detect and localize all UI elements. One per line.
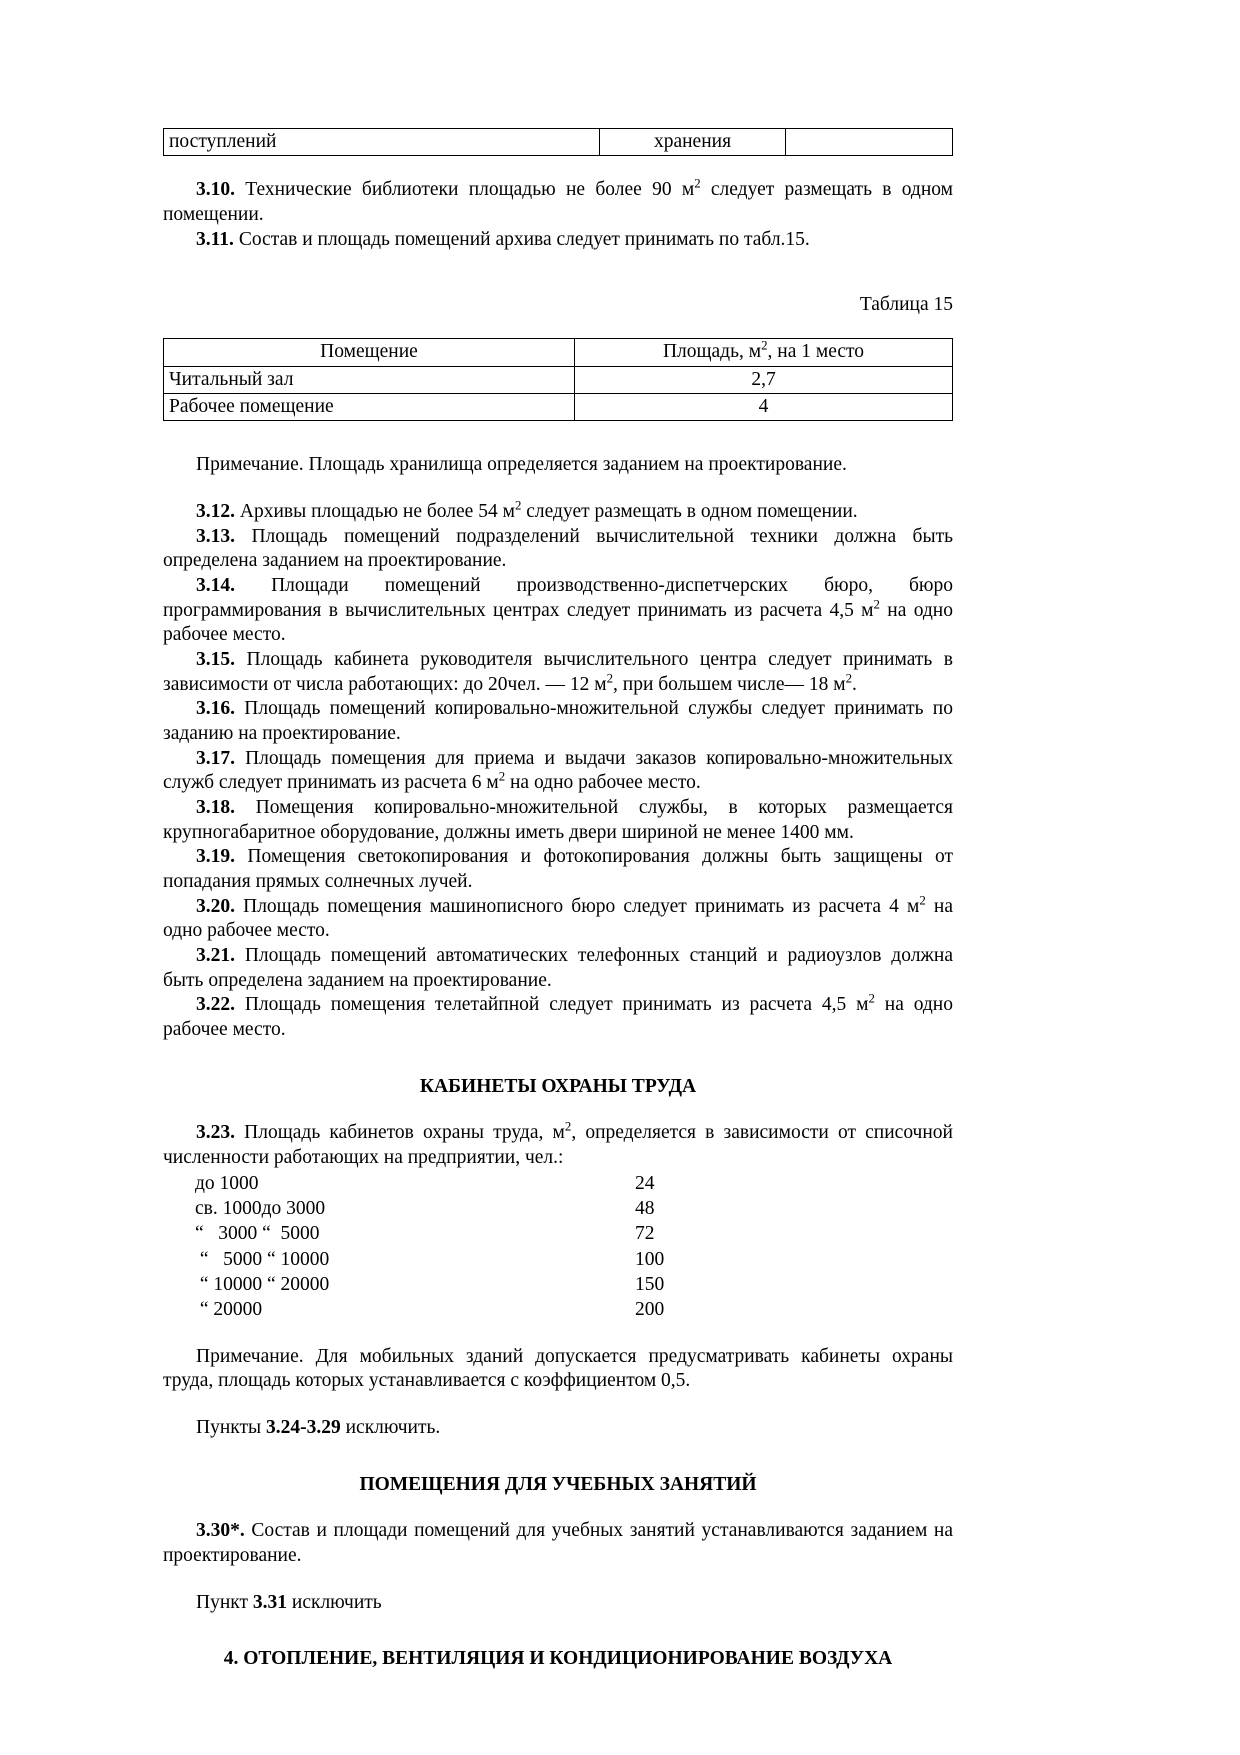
paragraph-text: Состав и площадь помещений архива следует принимать по табл.15.: [233, 228, 810, 250]
excluded-suffix: исключить: [287, 1591, 382, 1613]
paragraph-text: Технические библиотеки площадью не более 90 $м^2$ следует размещать в одном помещении.: [163, 176, 953, 226]
paragraph-number: 3.30*.: [196, 1520, 245, 1542]
paragraph-3-10: [163, 178, 953, 227]
spacer: [163, 156, 953, 178]
heading-section-4: 4. ОТОПЛЕНИЕ, ВЕНТИЛЯЦИЯ И КОНДИЦИОНИРОВАНИЕ ВОЗДУХА: [223, 1648, 893, 1670]
spacer: [163, 1043, 953, 1075]
table-row: [164, 366, 953, 393]
area-list-label-3: “ 5000 “ 10000: [195, 1248, 330, 1270]
note-labor-safety: Примечание. Для мобильных зданий допускается предусматривать кабинеты охраны труда, площадь которых устанавливается с коэффициентом 0,5.: [163, 1345, 953, 1392]
paragraph-3-19: [163, 845, 953, 894]
spacer: [163, 1497, 953, 1519]
area-list-label-0: до 1000: [195, 1172, 259, 1194]
area-list-value-3: 100: [635, 1248, 665, 1270]
paragraph-3-13: [163, 525, 953, 574]
paragraph-text: Площадь помещения телетайпной следует принимать из расчета 4,5 $м^2$ на одно рабочее место.: [163, 991, 953, 1040]
paragraph-3-12: [163, 500, 953, 525]
paragraph-text: Площадь помещений автоматических телефонных станций и радиоузлов должна быть определена заданием на проектирование.: [163, 944, 953, 991]
heading-study-rooms: ПОМЕЩЕНИЯ ДЛЯ УЧЕБНЫХ ЗАНЯТИЙ: [359, 1473, 757, 1495]
excluded-items-3-24-3-29: [163, 1416, 953, 1441]
paragraph-3-17: [163, 747, 953, 796]
table-fragment-continuation: [163, 128, 953, 156]
list-item: [195, 1297, 664, 1322]
area-list-label-5: “ 20000: [195, 1299, 263, 1321]
paragraph-number: 3.15.: [196, 649, 235, 671]
paragraph-text: Площади помещений производственно-диспетчерских бюро, бюро программирования в вычислительных центрах следует принимать из расчета 4,5 $м^2$ на одно рабочее место.: [163, 575, 953, 646]
paragraph-3-16: [163, 697, 953, 746]
paragraph-number: 3.20.: [196, 895, 235, 917]
excluded-suffix: исключить.: [340, 1416, 441, 1438]
area-list-label-4: “ 10000 “ 20000: [195, 1273, 330, 1295]
fragment-cell-storage: хранения: [600, 129, 786, 156]
paragraph-text: Площадь кабинетов охраны труда, $м^2$, определяется в зависимости от списочной численности работающих на предприятии, чел.:: [163, 1119, 953, 1168]
spacer: [163, 1569, 953, 1591]
paragraph-3-30: [163, 1519, 953, 1568]
table-15-header-room: Помещение: [164, 339, 575, 366]
excluded-prefix: Пункт: [196, 1591, 253, 1613]
paragraph-number: 3.18.: [196, 797, 235, 818]
paragraph-text: Состав и площади помещений для учебных занятий устанавливаются заданием на проектирование.: [163, 1520, 953, 1566]
spacer: [163, 1441, 953, 1473]
list-item: [195, 1272, 664, 1297]
paragraph-3-23: [163, 1121, 953, 1170]
paragraph-number: 3.10.: [196, 179, 235, 201]
paragraph-text: Помещения светокопирования и фотокопирования должны быть защищены от попадания прямых солнечных лучей.: [163, 846, 953, 892]
spacer: [163, 316, 953, 338]
table-15-header-area: Площадь, $м^2$, на 1 место: [575, 339, 953, 366]
paragraph-text: Площадь помещений копировально-множительной службы следует принимать по заданию на проектирование.: [163, 698, 953, 745]
paragraph-3-11: [163, 228, 953, 253]
excluded-item-3-31: [163, 1591, 953, 1616]
paragraph-number: 3.22.: [196, 994, 235, 1016]
excluded-number: 3.31: [252, 1591, 288, 1613]
table-15-cell-value-1: 4: [575, 394, 953, 421]
table-15-cell-value-0: 2,7: [575, 366, 953, 393]
paragraph-text: Площадь кабинета руководителя вычислительного центра следует принимать в зависимости от числа работающих: до 20чел. — 12 $м^2$, при большем числе— 18 $м^2$.: [163, 649, 953, 695]
area-list-value-5: 200: [635, 1299, 665, 1321]
table-header-row: [164, 339, 953, 366]
paragraph-3-22: [163, 993, 953, 1042]
area-list-label-1: св. 1000до 3000: [195, 1197, 326, 1219]
paragraph-number: 3.12.: [196, 501, 235, 523]
paragraph-number: 3.21.: [196, 944, 235, 966]
labor-safety-area-list: [195, 1171, 664, 1323]
paragraph-3-21: [163, 944, 953, 993]
excluded-range: 3.24-3.29: [265, 1416, 341, 1438]
paragraph-number: 3.19.: [196, 846, 235, 868]
table-row: [164, 394, 953, 421]
spacer: [163, 1099, 953, 1121]
paragraph-number: 3.16.: [196, 698, 235, 720]
spacer: [163, 252, 953, 294]
area-list-value-2: 72: [635, 1223, 655, 1245]
paragraph-3-14: [163, 574, 953, 648]
excluded-prefix: Пункты: [196, 1416, 266, 1438]
area-list-label-2: “ 3000 “ 5000: [195, 1223, 320, 1245]
paragraph-3-18: [163, 796, 953, 845]
note-after-table-15: Примечание. Площадь хранилища определяется заданием на проектирование.: [196, 454, 847, 476]
paragraph-number: 3.14.: [196, 575, 235, 597]
list-item: [195, 1171, 664, 1196]
fragment-cell-receipts: поступлений: [164, 129, 600, 156]
table-15-cell-room-0: Читальный зал: [164, 366, 575, 393]
spacer: [163, 478, 953, 500]
paragraph-number: 3.23.: [196, 1122, 235, 1144]
paragraph-text: Помещения копировально-множительной службы, в которых размещается крупногабаритное оборудование, должны иметь двери шириной не менее 1400 мм.: [163, 797, 953, 843]
paragraph-text: Площадь помещений подразделений вычислительной техники должна быть определена заданием на проектирование.: [163, 525, 953, 572]
table-row: [164, 129, 953, 156]
paragraph-3-15: [163, 648, 953, 697]
paragraph-3-20: [163, 895, 953, 944]
area-list-value-0: 24: [635, 1172, 655, 1194]
paragraph-number: 3.13.: [196, 525, 235, 547]
list-item: [195, 1196, 664, 1221]
spacer: [163, 421, 953, 453]
table-15-caption: Таблица 15: [859, 294, 953, 316]
table-15: [163, 338, 953, 421]
area-list-value-4: 150: [635, 1273, 665, 1295]
paragraph-text: Площадь помещения машинописного бюро следует принимать из расчета 4 $м^2$ на одно рабочее место.: [163, 893, 953, 942]
paragraph-number: 3.11.: [196, 228, 234, 250]
area-list-value-1: 48: [635, 1197, 655, 1219]
table-15-cell-room-1: Рабочее помещение: [164, 394, 575, 421]
list-item: [195, 1247, 664, 1272]
list-item: [195, 1221, 664, 1246]
heading-labor-safety-rooms: КАБИНЕТЫ ОХРАНЫ ТРУДА: [419, 1075, 697, 1097]
spacer: [163, 1323, 953, 1345]
page-content: [163, 128, 953, 1672]
paragraph-text: Площадь помещения для приема и выдачи заказов копировально-множительных служб следует принимать из расчета 6 $м^2$ на одно рабочее место.: [163, 747, 953, 794]
paragraph-number: 3.17.: [196, 747, 235, 769]
spacer: [163, 1615, 953, 1647]
fragment-cell-empty: [786, 129, 953, 156]
spacer: [163, 1394, 953, 1416]
paragraph-text: Архивы площадью не более 54 $м^2$ следует размещать в одном помещении.: [235, 498, 858, 523]
